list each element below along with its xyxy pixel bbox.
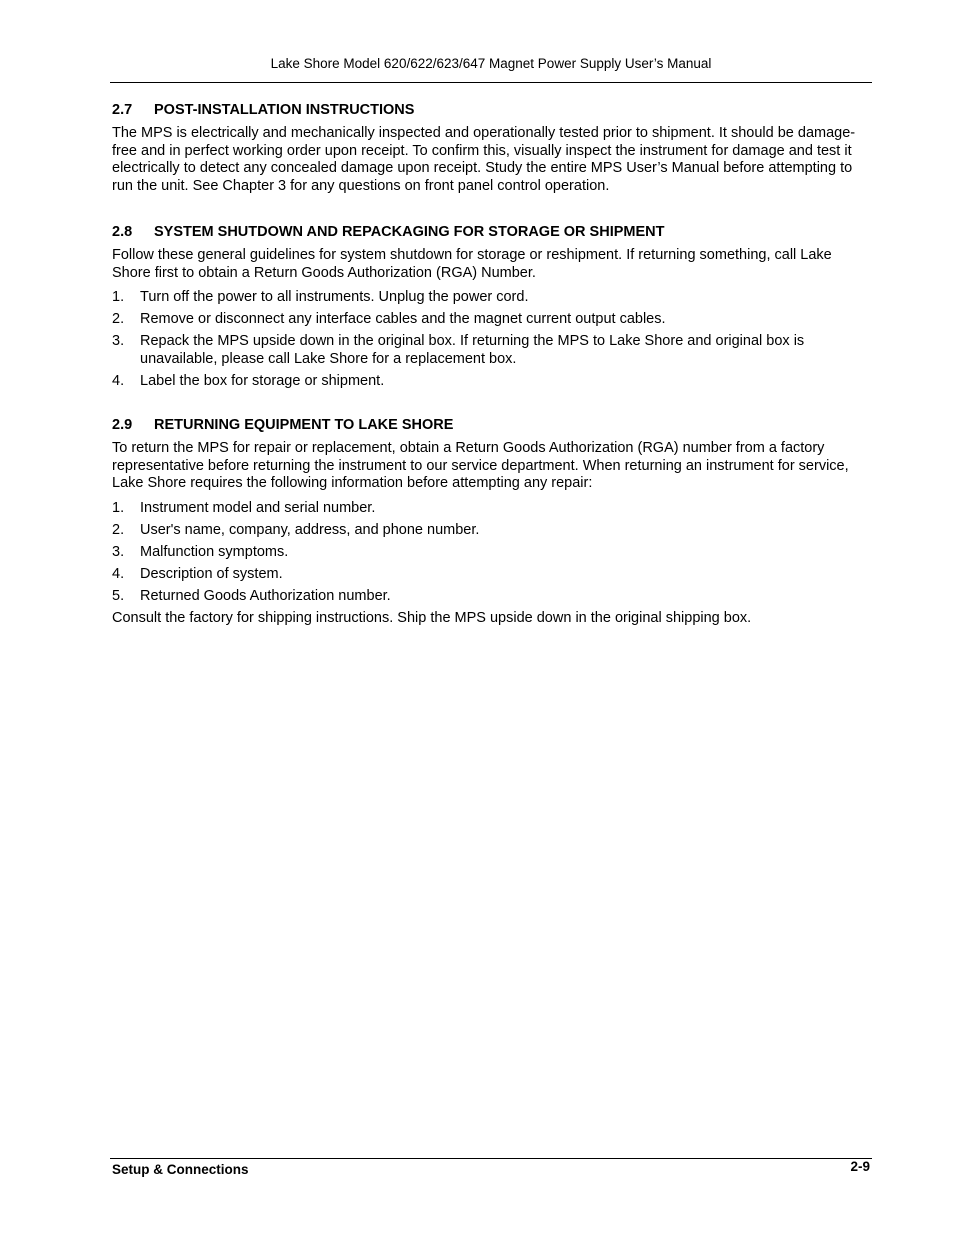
section-number: 2.8 xyxy=(112,224,133,240)
list-item xyxy=(112,373,857,391)
section-heading xyxy=(112,223,857,241)
list-item-number: 4. xyxy=(112,565,125,582)
list-item-text: Turn off the power to all instruments. Unplug the power cord. xyxy=(140,289,529,305)
list-item-text: Repack the MPS upside down in the original box. If returning the MPS to Lake Shore and original box is unavailable, please call Lake Shore for a replacement box. xyxy=(140,333,805,367)
list-item xyxy=(112,544,857,562)
header-rule xyxy=(110,82,872,83)
list-item-number: 5. xyxy=(112,587,125,604)
section-title: POST-INSTALLATION INSTRUCTIONS xyxy=(154,102,415,118)
list-item xyxy=(112,588,857,606)
numbered-list xyxy=(112,500,857,606)
list-item xyxy=(112,289,857,307)
list-item-number: 4. xyxy=(112,372,125,389)
list-item xyxy=(112,500,857,518)
list-item-text: Instrument model and serial number. xyxy=(140,499,376,516)
list-item-text: User's name, company, address, and phone number. xyxy=(140,521,480,538)
list-item-number: 2. xyxy=(112,521,125,538)
list-item xyxy=(112,566,857,584)
section-title: RETURNING EQUIPMENT TO LAKE SHORE xyxy=(154,417,454,433)
section-paragraph: Follow these general guidelines for system shutdown for storage or reshipment. If returning something, call Lake Shore first to obtain a Return Goods Authorization (RGA) Number. xyxy=(112,247,832,281)
section-2-9 xyxy=(112,416,857,627)
list-item-text: Label the box for storage or shipment. xyxy=(140,372,385,389)
list-item-number: 3. xyxy=(112,543,125,560)
running-header: Lake Shore Model 620/622/623/647 Magnet Power Supply User’s Manual xyxy=(270,56,712,71)
numbered-list xyxy=(112,289,857,390)
closing-paragraph: Consult the factory for shipping instructions. Ship the MPS upside down in the original shipping box. xyxy=(112,609,752,626)
footer-chapter: Setup & Connections xyxy=(112,1162,249,1177)
section-heading xyxy=(112,101,857,119)
list-item-text: Remove or disconnect any interface cables and the magnet current output cables. xyxy=(140,311,666,327)
section-2-8 xyxy=(112,223,857,390)
list-item-number: 3. xyxy=(112,333,125,349)
section-number: 2.9 xyxy=(112,417,133,433)
list-item xyxy=(112,333,857,368)
section-title: SYSTEM SHUTDOWN AND REPACKAGING FOR STORAGE OR SHIPMENT xyxy=(154,224,665,240)
section-paragraph: The MPS is electrically and mechanically inspected and operationally tested prior to shipment. It should be damage-free and in perfect working order upon receipt. To confirm this, visually inspect the instrument for damage and test it electrically to detect any concealed damage upon receipt. Study the entire MPS User’s Manual before attempting to run the unit. See Chapter 3 for any questions on front panel control operation. xyxy=(112,125,856,194)
footer-page-number: 2-9 xyxy=(850,1159,870,1174)
list-item-number: 1. xyxy=(112,499,125,516)
list-item-text: Returned Goods Authorization number. xyxy=(140,587,391,604)
list-item-text: Malfunction symptoms. xyxy=(140,543,289,560)
list-item-number: 1. xyxy=(112,289,125,305)
list-item-number: 2. xyxy=(112,311,125,327)
section-number: 2.7 xyxy=(112,102,133,118)
section-paragraph: To return the MPS for repair or replacement, obtain a Return Goods Authorization (RGA) number from a factory representative before returning the instrument to our service department. When returning an instrument for service, Lake Shore requires the following information before attempting any repair: xyxy=(112,440,849,491)
page-content xyxy=(112,101,857,627)
footer-rule xyxy=(110,1158,872,1159)
list-item xyxy=(112,522,857,540)
section-2-7 xyxy=(112,101,857,195)
section-heading xyxy=(112,416,857,434)
list-item-text: Description of system. xyxy=(140,565,283,582)
list-item xyxy=(112,311,857,329)
